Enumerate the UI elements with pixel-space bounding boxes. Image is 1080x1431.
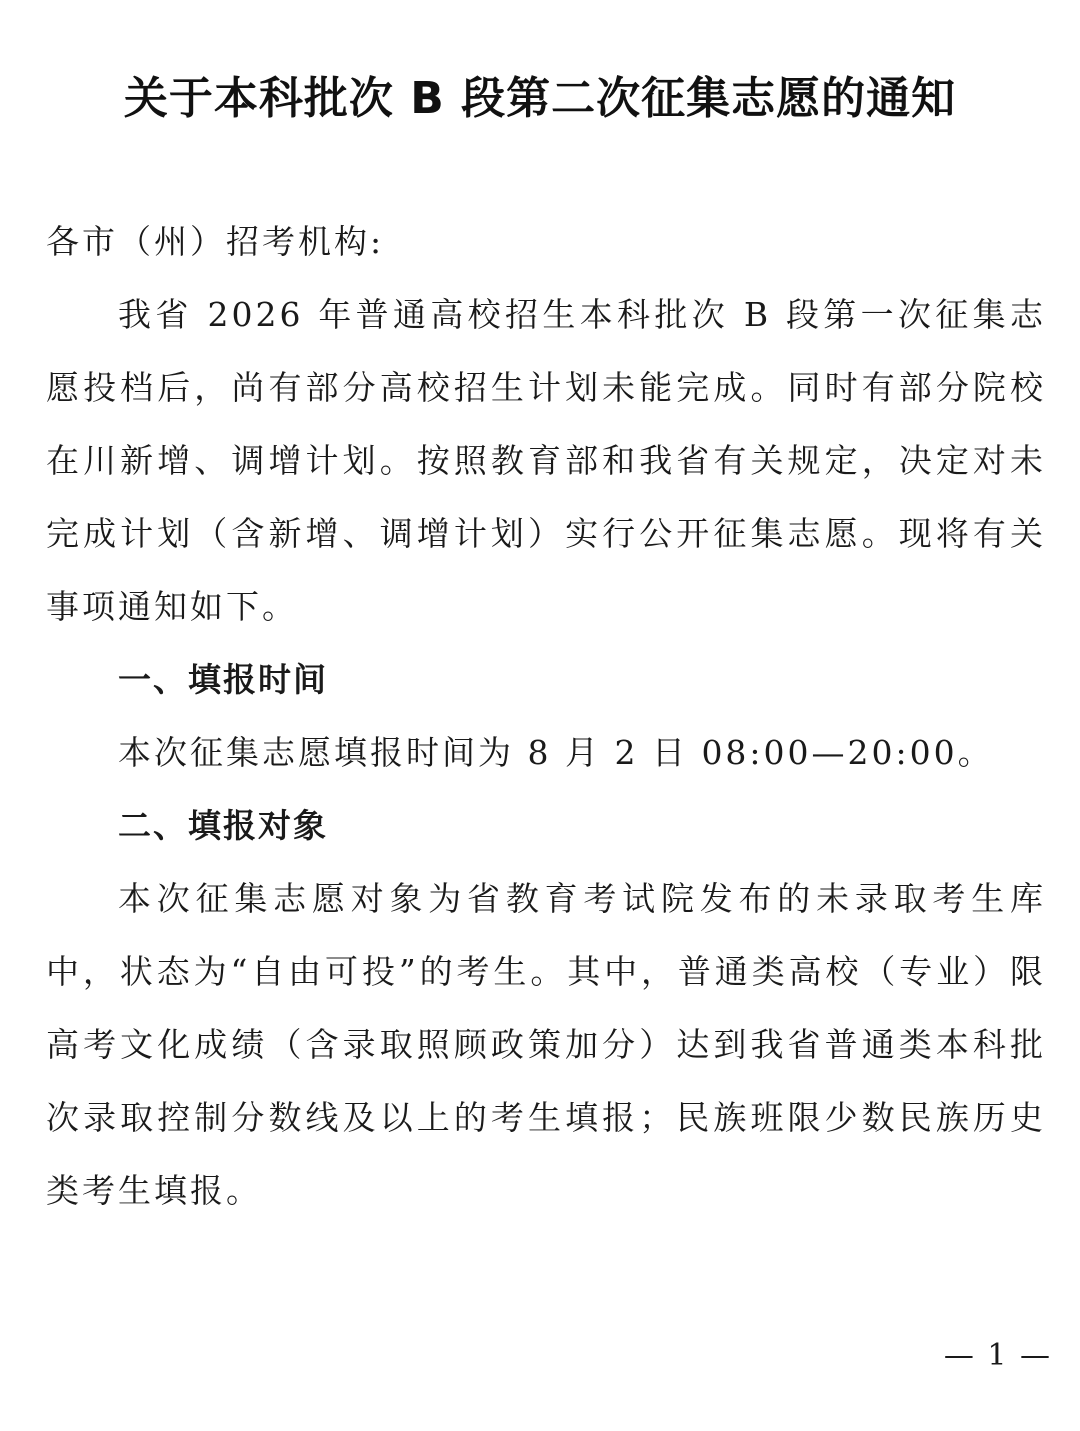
document-body bbox=[46, 205, 1046, 1227]
document-title: 关于本科批次 B 段第二次征集志愿的通知 bbox=[123, 73, 957, 124]
eligible-applicants-paragraph: 本次征集志愿对象为省教育考试院发布的未录取考生库中，状态为“自由可投”的考生。其中，普通类高校（专业）限高考文化成绩（含录取照顾政策加分）达到我省普通类本科批次录取控制分数线及以上的考生填报；民族班限少数民族历史类考生填报。 bbox=[46, 879, 1046, 1210]
section-heading-eligible-applicants: 二、填报对象 bbox=[118, 806, 328, 845]
intro-paragraph: 我省 2026 年普通高校招生本科批次 B 段第一次征集志愿投档后，尚有部分高校招生计划未能完成。同时有部分院校在川新增、调增计划。按照教育部和我省有关规定，决定对未完成计划（含新增、调增计划）实行公开征集志愿。现将有关事项通知如下。 bbox=[46, 295, 1046, 626]
filling-time-paragraph: 本次征集志愿填报时间为 8 月 2 日 08:00—20:00。 bbox=[118, 733, 994, 772]
page-number: — 1 — bbox=[943, 1338, 1052, 1373]
salutation: 各市（州）招考机构: bbox=[46, 222, 385, 261]
section-heading-filling-time: 一、填报时间 bbox=[118, 660, 328, 699]
